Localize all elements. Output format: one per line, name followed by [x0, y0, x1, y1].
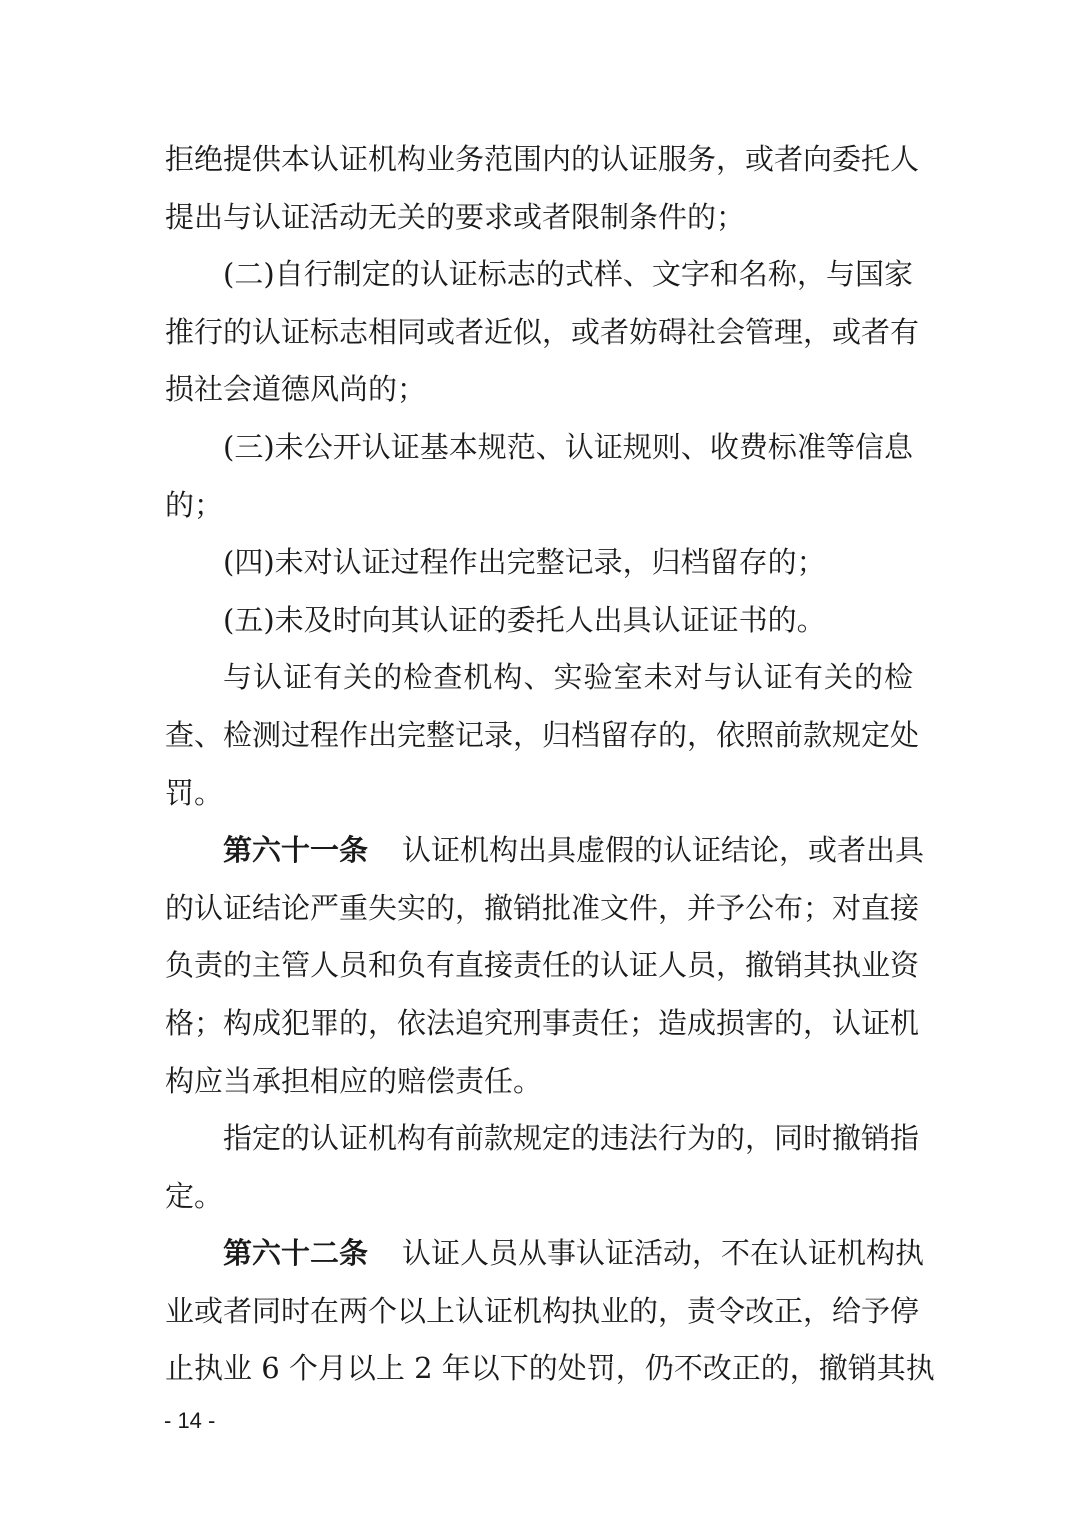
text-line: 负责的主管人员和负有直接责任的认证人员，撤销其执业资	[165, 948, 920, 983]
text-line: 格；构成犯罪的，依法追究刑事责任；造成损害的，认证机	[165, 1005, 920, 1040]
text-line: (四)未对认证过程作出完整记录，归档留存的；	[223, 545, 826, 580]
text-line: (二)自行制定的认证标志的式样、文字和名称，与国家	[223, 257, 913, 292]
text-line: 查、检测过程作出完整记录，归档留存的，依照前款规定处	[165, 717, 920, 752]
article-61-first-line	[165, 822, 925, 880]
article-62-label: 第六十二条	[223, 1236, 369, 1271]
text-line: 认证人员从事认证活动，不在认证机构执	[402, 1236, 925, 1271]
text-line: (三)未公开认证基本规范、认证规则、收费标准等信息	[223, 429, 913, 464]
text-line: 定。	[165, 1178, 224, 1213]
text-line: 提出与认证活动无关的要求或者限制条件的；	[165, 199, 746, 234]
text-line: 拒绝提供本认证机构业务范围内的认证服务，或者向委托人	[165, 142, 920, 176]
text-line: 认证机构出具虚假的认证结论，或者出具	[402, 833, 925, 868]
text-line: 推行的认证标志相同或者近似，或者妨碍社会管理，或者有	[165, 314, 920, 349]
text-line: 止执业 6 个月以上 2 年以下的处罚，仍不改正的，撤销其执	[165, 1351, 935, 1386]
body-text	[165, 131, 935, 1398]
page-number: - 14 -	[164, 1408, 216, 1433]
text-line: 指定的认证机构有前款规定的违法行为的，同时撤销指	[223, 1121, 920, 1156]
text-line: 的；	[165, 487, 224, 522]
text-line: 罚。	[165, 775, 224, 810]
text-line: 构应当承担相应的赔偿责任。	[165, 1063, 543, 1098]
article-62-first-line	[165, 1225, 925, 1283]
article-61-label: 第六十一条	[223, 833, 369, 868]
text-line: (五)未及时向其认证的委托人出具认证证书的。	[223, 602, 826, 637]
text-line: 与认证有关的检查机构、实验室未对与认证有关的检	[223, 660, 913, 695]
text-line: 损社会道德风尚的；	[165, 372, 427, 407]
text-line: 的认证结论严重失实的，撤销批准文件，并予公布；对直接	[165, 890, 920, 925]
text-line: 业或者同时在两个以上认证机构执业的，责令改正，给予停	[165, 1293, 920, 1328]
